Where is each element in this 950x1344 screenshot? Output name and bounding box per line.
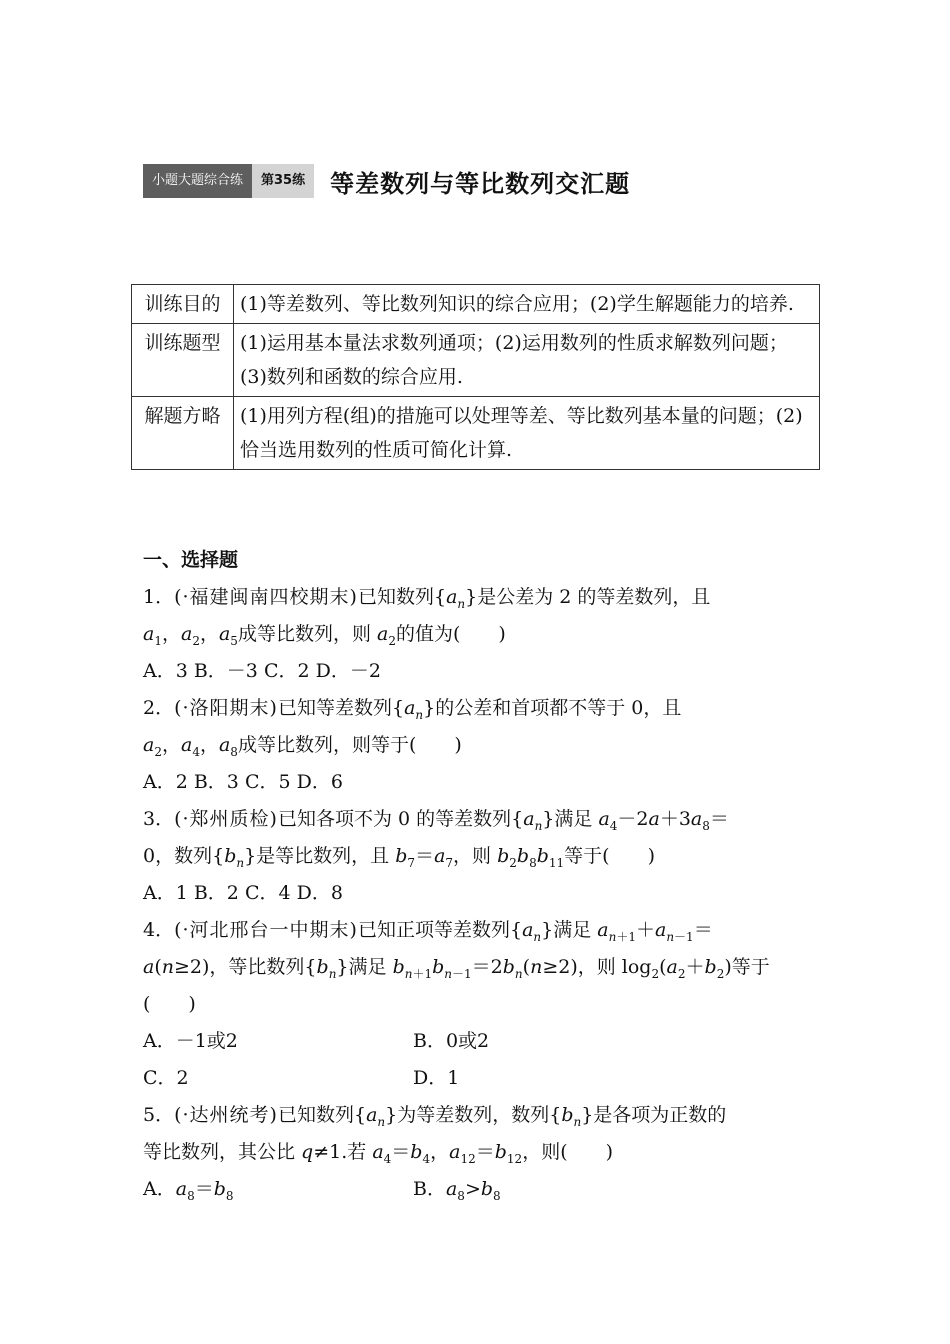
table-key: 解题方略 [132, 397, 234, 470]
option-b: B．0或2 [413, 1030, 490, 1052]
table-key: 训练目的 [132, 285, 234, 324]
table-key: 训练题型 [132, 324, 234, 397]
page-header [143, 164, 630, 198]
question-2-options: A．2 B．3 C．5 D．6 [143, 771, 343, 793]
question-source: (·河北邢台一中期末) [174, 919, 358, 941]
option-a: A．－1或2 [143, 1030, 238, 1052]
question-4-cont: a(n≥2)，等比数列$\{b_n\}$满足 $b_{n+1}b_{n-1}=2b_n(n\ge 2)$，则 $\log_2(a_2+b_2)$等于 [143, 956, 770, 981]
question-4-cont2: ( ) [143, 993, 196, 1015]
question-4-options-row2 [143, 1060, 813, 1097]
question-3-cont: 0，数列$\{b_n\}$是等比数列，且 $b_7=a_7$，则 $b_2b_8b_{11}$等于( ) [143, 845, 655, 870]
question-number: 4． [143, 919, 175, 941]
lesson-number-tag: 第35练 [252, 164, 314, 198]
question-number: 1． [143, 586, 175, 608]
option-c: C．2 [143, 1067, 189, 1089]
page-title: 等差数列与等比数列交汇题 [330, 169, 631, 198]
question-number: 2． [143, 697, 175, 719]
question-4: 4．(·河北邢台一中期末)已知正项等差数列$\{a_n\}$满足 $a_{n+1}+a_{n-1}=$ [143, 919, 713, 944]
question-5-options-row1 [143, 1171, 813, 1208]
question-source: (·洛阳期末) [174, 697, 278, 719]
question-list [143, 542, 813, 1208]
question-source: (·郑州质检) [174, 808, 278, 830]
question-source: (·福建闽南四校期末) [174, 586, 358, 608]
question-number: 3． [143, 808, 175, 830]
training-table [131, 284, 820, 470]
question-1-options: A．3 B．－3 C．2 D．－2 [143, 660, 381, 682]
table-value: (1)运用基本量法求数列通项；(2)运用数列的性质求解数列问题；(3)数列和函数的综合应用. [234, 324, 820, 397]
table-row [132, 324, 820, 397]
question-1-cont: $a_1$，$a_2$，$a_5$成等比数列，则 $a_2$的值为( ) [143, 623, 506, 648]
question-1: 1．(·福建闽南四校期末)已知数列$\{a_n\}$是公差为 2 的等差数列，且 [143, 586, 711, 611]
table-row [132, 397, 820, 470]
question-4-options-row1 [143, 1023, 813, 1060]
table-value: (1)用列方程(组)的措施可以处理等差、等比数列基本量的问题；(2)恰当选用数列的性质可简化计算. [234, 397, 820, 470]
question-3: 3．(·郑州质检)已知各项不为 0 的等差数列$\{a_n\}$满足 $a_4-2a+3a_8=$ [143, 808, 729, 833]
question-source: (·达州统考) [174, 1104, 278, 1126]
question-2-cont: $a_2$，$a_4$，$a_8$成等比数列，则等于( ) [143, 734, 462, 759]
option-a: A．$a_8=b_8$ [143, 1178, 234, 1203]
section-title: 一、选择题 [143, 549, 239, 571]
question-5-cont: 等比数列，其公比 q≠1.若 $a_4=b_4$，$a_{12}=b_{12}$，则( ) [143, 1141, 614, 1166]
table-value: (1)等差数列、等比数列知识的综合应用；(2)学生解题能力的培养. [234, 285, 820, 324]
question-2: 2．(·洛阳期末)已知等差数列$\{a_n\}$的公差和首项都不等于 0，且 [143, 697, 682, 722]
option-b: B．$a_8>b_8$ [413, 1178, 501, 1203]
table-row [132, 285, 820, 324]
question-3-options: A．1 B．2 C．4 D．8 [143, 882, 343, 904]
question-number: 5． [143, 1104, 175, 1126]
option-d: D．1 [413, 1067, 460, 1089]
question-5: 5．(·达州统考)已知数列$\{a_n\}$为等差数列，数列$\{b_n\}$是各项为正数的 [143, 1104, 727, 1129]
series-tag: 小题大题综合练 [143, 164, 252, 198]
